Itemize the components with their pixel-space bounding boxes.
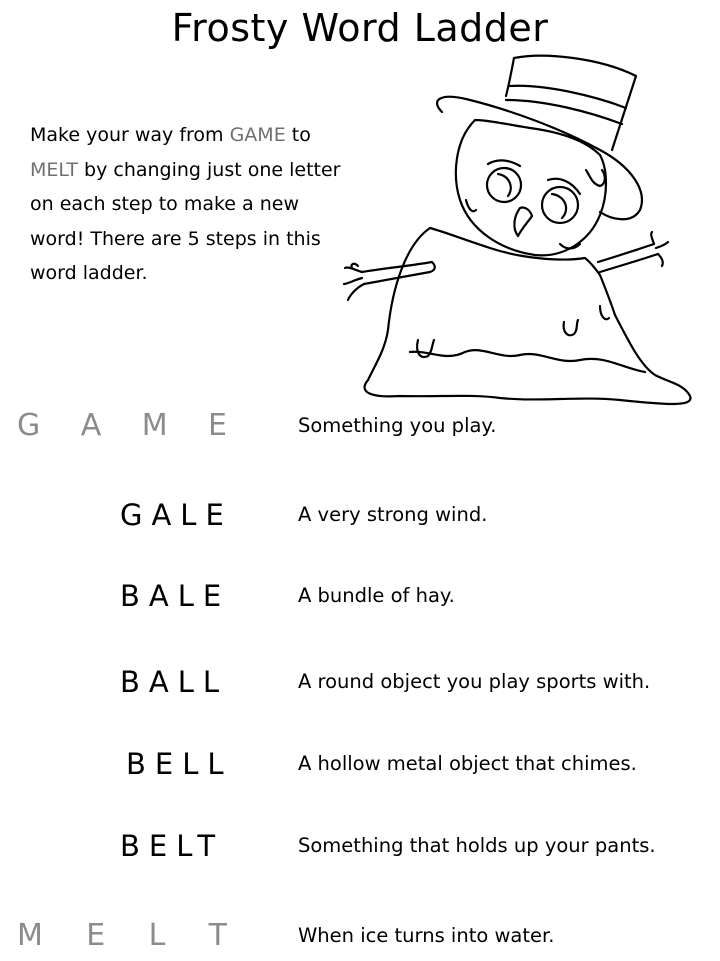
start-word (17, 401, 227, 451)
clue-text: When ice turns into water. (298, 924, 555, 947)
ladder-row (0, 739, 720, 789)
ladder-word: BELT (120, 829, 225, 863)
left-eye (487, 168, 521, 202)
instructions-text: Make your way from (30, 124, 230, 146)
end-word-highlight: MELT (30, 158, 78, 181)
ladder-row (0, 657, 720, 707)
hat-brim (437, 97, 642, 219)
ladder-word: GALE (120, 498, 233, 532)
word-letter: L (148, 918, 166, 953)
clue-text: A round object you play sports with. (298, 670, 651, 693)
right-eye (542, 187, 578, 223)
right-hand (651, 232, 668, 266)
word-letter: M (141, 408, 168, 443)
instructions-text: to (285, 124, 311, 146)
word-letter: E (208, 408, 227, 443)
ladder-row-end (0, 911, 720, 961)
left-brow (488, 160, 520, 166)
ladder-word: BALE (120, 579, 231, 613)
snowman-face-drip (586, 170, 605, 186)
word-letter: G (17, 408, 41, 443)
end-word (17, 911, 227, 961)
clue-text: A hollow metal object that chimes. (298, 752, 637, 775)
left-hand (344, 264, 364, 300)
word-letter: A (80, 408, 102, 443)
ladder-row (0, 821, 720, 871)
page-title: Frosty Word Ladder (171, 6, 549, 50)
ladder-row-start (0, 401, 720, 451)
right-arm (598, 244, 658, 272)
ladder-word: BALL (120, 665, 229, 699)
left-pupil (498, 174, 511, 196)
snowman-drip (564, 320, 578, 335)
instructions-text: by changing just one letter on each step to make a new word! There are 5 steps in this word ladder. (30, 158, 341, 284)
instructions (30, 118, 345, 291)
hat-band (510, 86, 626, 108)
clue-text: Something you play. (298, 414, 497, 437)
ladder-row (0, 490, 720, 540)
clue-text: A bundle of hay. (298, 584, 455, 607)
start-word-highlight: GAME (229, 124, 286, 146)
right-pupil (552, 194, 566, 218)
snowman-ripple (410, 350, 645, 372)
hat-band (506, 100, 622, 124)
snowman-face-drip (466, 200, 476, 211)
word-letter: E (86, 918, 106, 953)
word-letter: T (208, 918, 227, 953)
clue-text: A very strong wind. (298, 503, 488, 526)
ladder-row (0, 571, 720, 621)
clue-text: Something that holds up your pants. (298, 834, 656, 857)
word-letter: M (17, 918, 43, 953)
carrot-nose (514, 207, 532, 236)
melting-snowman-icon (338, 50, 698, 418)
ladder-word: BELL (126, 747, 233, 781)
snowman-drip (600, 306, 609, 319)
